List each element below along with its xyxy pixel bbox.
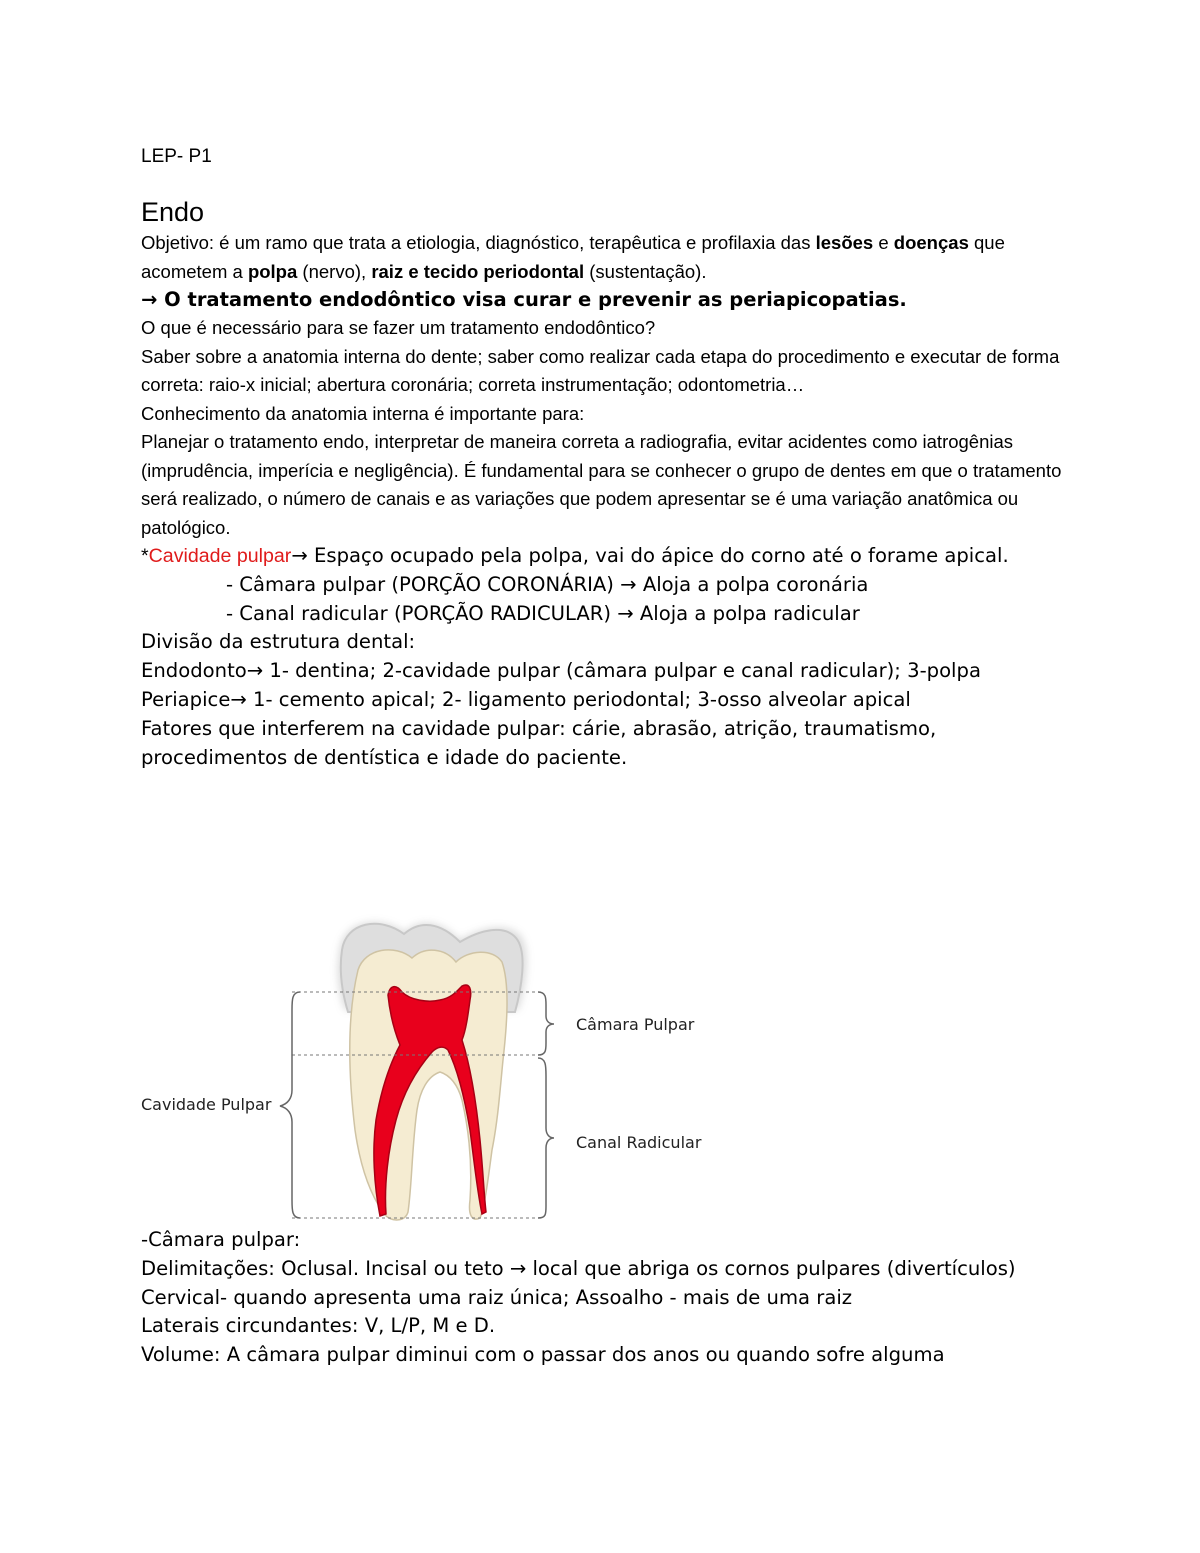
document-header: LEP- P1: [141, 146, 212, 167]
cavity-term: Cavidade pulpar: [148, 545, 292, 567]
answer-paragraph: Saber sobre a anatomia interna do dente; saber como realizar cada etapa do procedimento e executar de forma correta: raio-x inicial; abertura coronária; correta instrumentação; odontometria…: [141, 345, 1060, 395]
label-cavidade-pulpar: Cavidade Pulpar: [141, 1095, 272, 1114]
section-heading: Endo: [141, 197, 205, 227]
question-line: O que é necessário para se fazer um tratamento endodôntico?: [141, 317, 656, 338]
volume-line: Volume: A câmara pulpar diminui com o passar dos anos ou quando sofre alguma: [141, 1343, 945, 1367]
chamber-section: [141, 1226, 1071, 1370]
division-title: Divisão da estrutura dental:: [141, 630, 416, 654]
cavity-brace: [280, 992, 300, 1218]
document-body: [141, 140, 1071, 772]
objective-paragraph: Objetivo: é um ramo que trata a etiologia, diagnóstico, terapêutica e profilaxia das lesões e doenças que acometem a polpa (nervo), raiz e tecido periodontal (sustentação).: [141, 232, 1005, 282]
canal-brace: [538, 1058, 554, 1218]
endodonto-line: Endodonto→ 1- dentina; 2-cavidade pulpar (câmara pulpar e canal radicular); 3-polpa: [141, 659, 981, 683]
knowledge-intro: Conhecimento da anatomia interna é importante para:: [141, 402, 585, 424]
cavity-item-chamber: - Câmara pulpar (PORÇÃO CORONÁRIA) → Aloja a polpa coronária: [226, 572, 869, 596]
factors-paragraph: Fatores que interferem na cavidade pulpar: cárie, abrasão, atrição, traumatismo, procedimentos de dentística e idade do paciente.: [141, 716, 937, 769]
cervical-line: Cervical- quando apresenta uma raiz única; Assoalho - mais de uma raiz: [141, 1285, 853, 1309]
label-camara-pulpar: Câmara Pulpar: [576, 1015, 695, 1034]
periapice-line: Periapice→ 1- cemento apical; 2- ligamento periodontal; 3-osso alveolar apical: [141, 687, 911, 711]
tooth-diagram: [0, 900, 1200, 1230]
laterals-line: Laterais circundantes: V, L/P, M e D.: [141, 1314, 496, 1338]
knowledge-paragraph: Planejar o tratamento endo, interpretar de maneira correta a radiografia, evitar acidentes como iatrogênias (imprudência, imperícia e negligência). É fundamental para se conhecer o grupo de dentes em que o tratamento será realizado, o número de canais e as variações que podem apresentar se é uma variação anatômica ou patológico.: [141, 431, 1062, 538]
cavity-item-canal: - Canal radicular (PORÇÃO RADICULAR) → Aloja a polpa radicular: [226, 601, 860, 625]
cavity-definition: *Cavidade pulpar→ Espaço ocupado pela polpa, vai do ápice do corno até o forame apical.: [141, 544, 1009, 567]
arrow-statement: → O tratamento endodôntico visa curar e prevenir as periapicopatias.: [141, 288, 907, 311]
chamber-title: -Câmara pulpar:: [141, 1228, 301, 1251]
delimitations-line: Delimitações: Oclusal. Incisal ou teto → local que abriga os cornos pulpares (divertículos): [141, 1256, 1016, 1280]
label-canal-radicular: Canal Radicular: [576, 1133, 702, 1152]
chamber-brace: [538, 992, 554, 1055]
